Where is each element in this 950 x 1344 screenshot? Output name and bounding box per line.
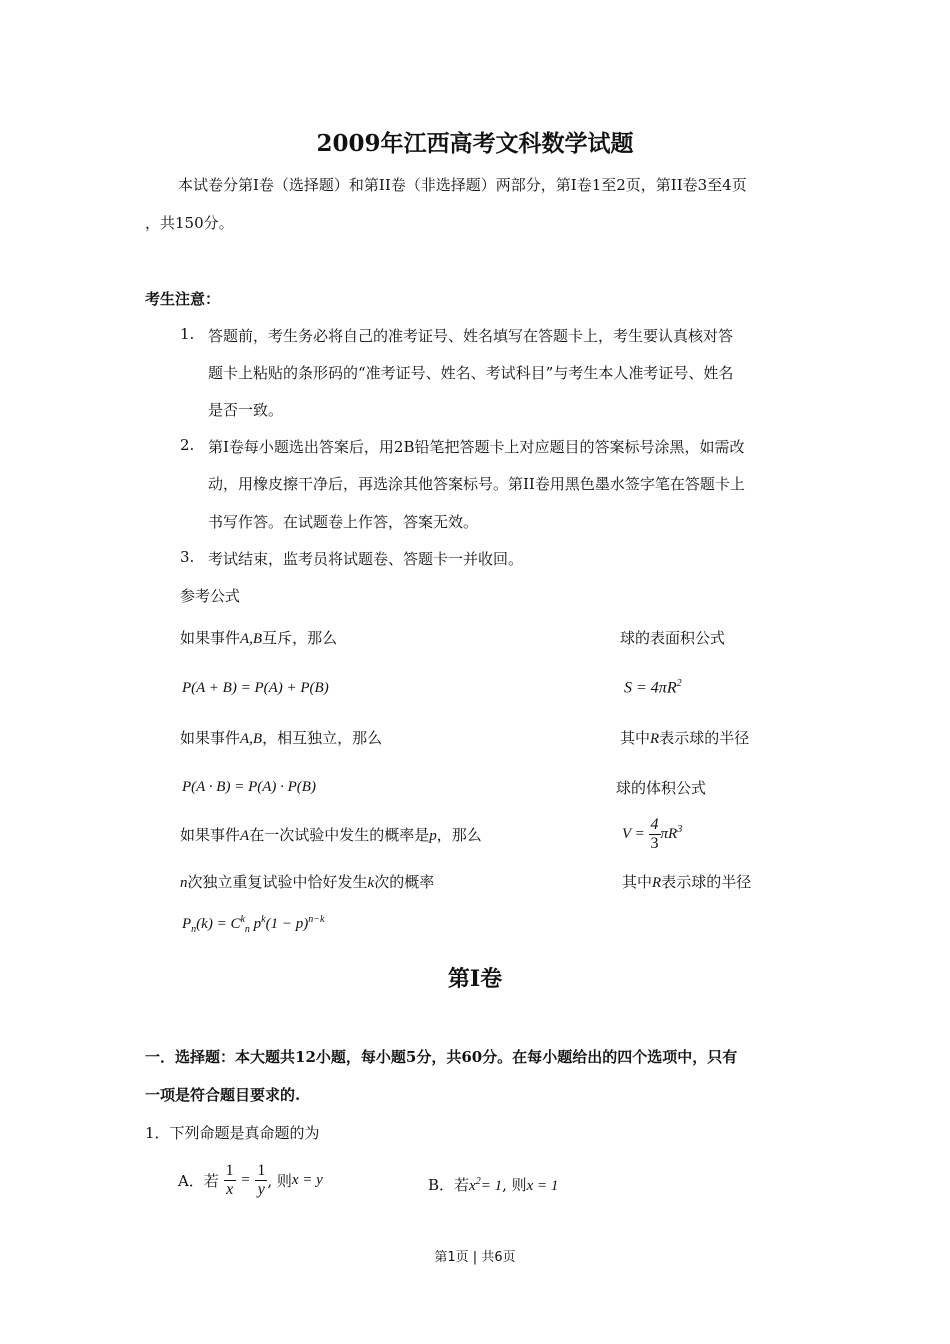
mutex-vars: A,B <box>240 631 263 647</box>
mutex-condition <box>180 627 337 648</box>
section-instructions-line-2: 一项是符合题目要求的. <box>145 1086 301 1104</box>
notice-item-number: 2. <box>180 436 195 454</box>
option-then: , 则 <box>502 1176 527 1194</box>
prob-p: p <box>429 828 437 844</box>
prob-var: A <box>240 828 250 844</box>
sphere-vol-sup: 3 <box>677 823 683 835</box>
volume-one-heading: 第I卷 <box>447 966 503 992</box>
trial-n: n <box>180 875 188 891</box>
mutex-pre: 如果事件 <box>180 629 241 647</box>
notice-item-number: 3. <box>180 548 195 566</box>
question-1-option-b <box>428 1174 558 1195</box>
binom-rest: (1 − p) <box>265 916 309 932</box>
sphere-vol-lhs: V = <box>622 825 645 842</box>
binom-lhs: P <box>182 916 192 932</box>
sphere-volume-formula <box>622 816 682 853</box>
intro-line-2: ，共150分。 <box>145 214 234 232</box>
radius-note-post: 表示球的半径 <box>659 729 750 747</box>
sphere-area-sup: 2 <box>676 678 682 689</box>
radius-var: R <box>652 875 662 891</box>
notice-item-line: 书写作答。在试题卷上作答，答案无效。 <box>208 513 479 531</box>
radius-note-2 <box>622 871 751 892</box>
notice-item-line: 考试结束，监考员将试题卷、答题卡一并收回。 <box>208 550 524 568</box>
intro-line-1: 本试卷分第I卷（选择题）和第II卷（非选择题）两部分，第I卷1至2页，第II卷3至4页 <box>178 176 747 194</box>
frac-numerator: 1 <box>257 1162 266 1179</box>
sphere-vol-fraction <box>649 816 661 853</box>
page-title: 2009年江西高考文科数学试题 <box>316 130 634 157</box>
notice-item-line: 答题前，考生务必将自己的准考证号、姓名填写在答题卡上，考生要认真核对答 <box>208 327 734 345</box>
option-label: A．若 <box>178 1172 219 1190</box>
sphere-area-label: 球的表面积公式 <box>620 629 726 647</box>
section-instructions-line-1: 一．选择题：本大题共12小题，每小题5分，共60分。在每小题给出的四个选项中，只有 <box>145 1048 738 1066</box>
radius-note-pre: 其中 <box>622 873 653 891</box>
formulas-heading: 参考公式 <box>180 587 241 605</box>
trial-k: k <box>367 875 375 891</box>
independence-condition <box>180 727 382 748</box>
notice-heading: 考生注意： <box>145 290 221 308</box>
indep-pre: 如果事件 <box>180 729 241 747</box>
prob-pre: 如果事件 <box>180 826 241 844</box>
frac-numerator: 1 <box>225 1162 234 1179</box>
trial-post: 次的概率 <box>374 873 435 891</box>
frac-denominator: x <box>226 1181 234 1198</box>
binom-c-sup: k <box>240 914 245 925</box>
notice-item-line: 题卡上粘贴的条形码的“准考证号、姓名、考试科目”与考生本人准考证号、姓名 <box>208 364 734 382</box>
mutex-post: 互斥，那么 <box>262 629 338 647</box>
option-condition-sup: 2 <box>475 1176 481 1187</box>
notice-item-line: 第I卷每小题选出答案后，用2B铅笔把答题卡上对应题目的答案标号涂黑，如需改 <box>208 438 745 456</box>
radius-note-pre: 其中 <box>620 729 651 747</box>
fraction-1-over-y <box>255 1162 267 1199</box>
prob-post: ，那么 <box>436 826 482 844</box>
notice-item-line: 动，用橡皮擦干净后，再选涂其他答案标号。第II卷用黑色墨水签字笔在答题卡上 <box>208 475 745 493</box>
probability-condition <box>180 824 482 845</box>
question-1-stem: 1．下列命题是真命题的为 <box>145 1124 320 1142</box>
page-footer: 第1页 | 共6页 <box>434 1250 516 1265</box>
frac-denominator: 3 <box>650 835 659 852</box>
prob-mid: 在一次试验中发生的概率是 <box>249 826 430 844</box>
notice-item-line: 是否一致。 <box>208 401 284 419</box>
frac-numerator: 4 <box>650 816 659 833</box>
notice-item-number: 1. <box>180 325 195 343</box>
binom-p: p <box>253 916 262 932</box>
sphere-volume-label: 球的体积公式 <box>616 779 707 797</box>
trial-mid: 次独立重复试验中恰好发生 <box>187 873 368 891</box>
fraction-1-over-x <box>224 1162 236 1199</box>
question-1-option-a: A．若 $\frac{1}{x}$ = $\frac{1}{y}$ , 则x = y <box>178 1162 323 1198</box>
binom-c-sub: n <box>244 924 250 935</box>
sphere-area-formula <box>624 678 682 697</box>
binom-rest-sup: n−k <box>308 914 325 925</box>
indep-vars: A,B <box>240 731 263 747</box>
option-then: , 则 <box>267 1172 292 1190</box>
binomial-formula <box>182 914 324 935</box>
option-label: B．若 <box>428 1176 470 1194</box>
option-condition-rest: = 1 <box>480 1178 503 1194</box>
binom-p-sup: k <box>261 914 266 925</box>
multiplication-rule-formula: P(A · B) = P(A) · P(B) <box>182 779 316 795</box>
binom-k: (k) = C <box>196 916 241 932</box>
addition-rule-formula: P(A + B) = P(A) + P(B) <box>182 680 329 696</box>
frac-denominator: y <box>257 1181 265 1198</box>
indep-post: ，相互独立，那么 <box>262 729 383 747</box>
option-condition: x <box>469 1178 476 1194</box>
radius-var: R <box>650 731 660 747</box>
option-conclusion: x = y <box>291 1172 323 1188</box>
binom-lhs-sub: n <box>191 924 197 935</box>
trial-description <box>180 871 434 892</box>
radius-note-post: 表示球的半径 <box>661 873 752 891</box>
option-conclusion: x = 1 <box>526 1178 559 1194</box>
sphere-vol-rhs: πR <box>660 825 678 842</box>
radius-note-1 <box>620 727 749 748</box>
sphere-area-lhs: S = 4πR <box>624 679 677 697</box>
